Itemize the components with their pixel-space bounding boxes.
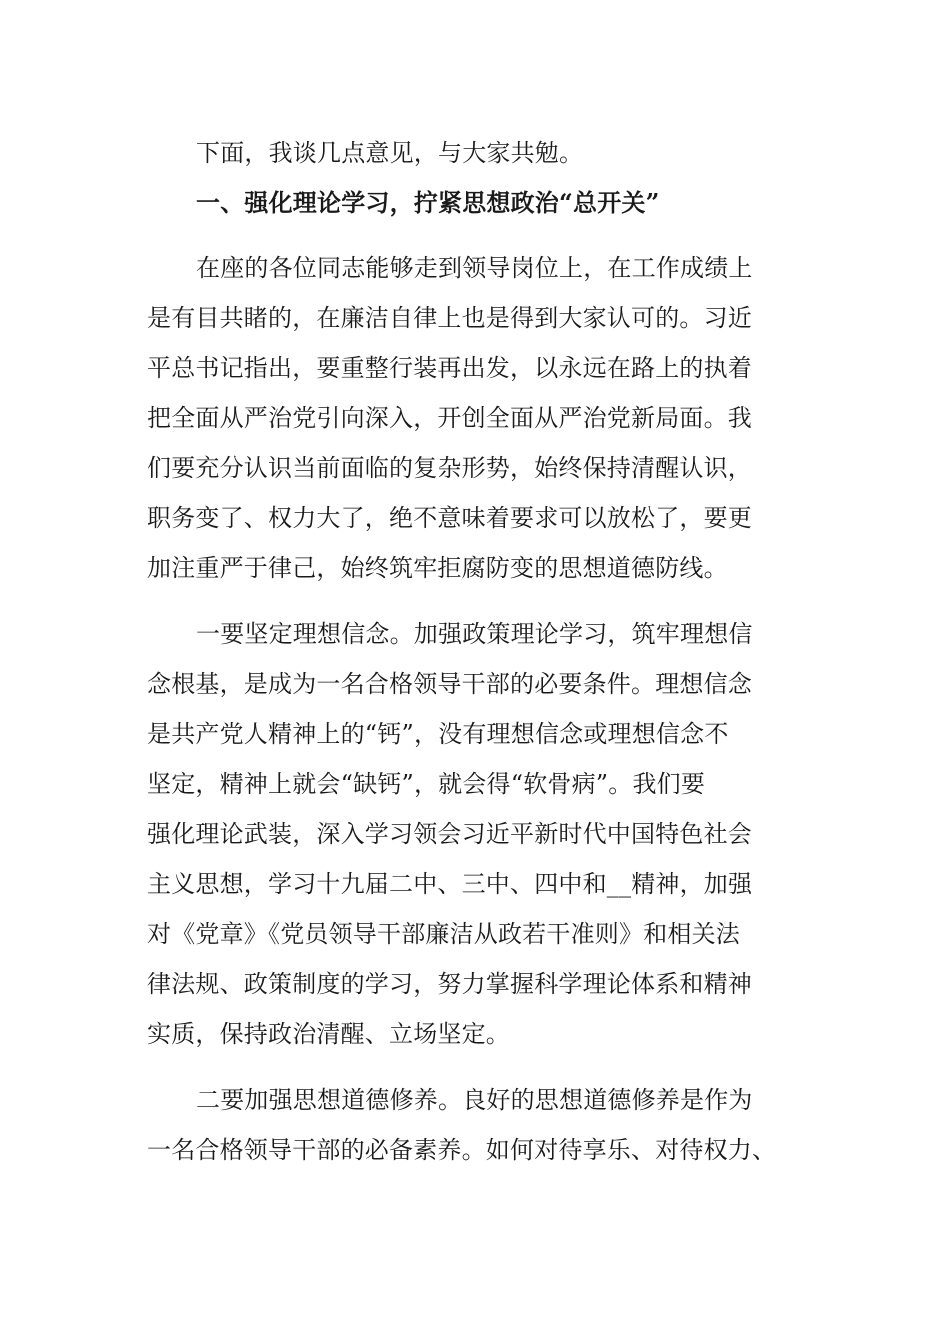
paragraph-line: 对《党章》《党员领导干部廉洁从政若干准则》和相关法 (147, 920, 740, 948)
paragraph-line: 职务变了、权力大了，绝不意味着要求可以放松了，要更 (147, 504, 752, 532)
paragraph-line: 念根基，是成为一名合格领导干部的必要条件。理想信念 (147, 670, 752, 698)
paragraph-line: 坚定，精神上就会“缺钙”，就会得“软骨病”。我们要 (147, 770, 706, 798)
paragraph-line: 是有目共睹的，在廉洁自律上也是得到大家认可的。习近 (147, 304, 752, 332)
paragraph-line: 实质，保持政治清醒、立场坚定。 (147, 1020, 510, 1048)
paragraph-line: 律法规、政策制度的学习，努力掌握科学理论体系和精神 (147, 970, 752, 998)
paragraph-line: 平总书记指出，要重整行装再出发，以永远在路上的执着 (147, 354, 752, 382)
intro-paragraph: 下面，我谈几点意见，与大家共勉。 (196, 139, 584, 167)
paragraph-line: 强化理论武装，深入学习领会习近平新时代中国特色社会 (147, 820, 752, 848)
paragraph-line: 一要坚定理想信念。加强政策理论学习，筑牢理想信 (196, 620, 753, 648)
paragraph-line: 是共产党人精神上的“钙”，没有理想信念或理想信念不 (147, 720, 729, 748)
paragraph-line: 主义思想，学习十九届二中、三中、四中和__精神，加强 (147, 870, 753, 898)
paragraph-line: 在座的各位同志能够走到领导岗位上，在工作成绩上 (196, 254, 753, 282)
paragraph-line: 二要加强思想道德修养。良好的思想道德修养是作为 (196, 1086, 753, 1114)
paragraph-line: 们要充分认识当前面临的复杂形势，始终保持清醒认识， (147, 454, 752, 482)
section-heading: 一、强化理论学习，拧紧思想政治“总开关” (196, 188, 660, 217)
paragraph-line: 加注重严于律己，始终筑牢拒腐防变的思想道德防线。 (147, 554, 728, 582)
paragraph-line: 把全面从严治党引向深入，开创全面从严治党新局面。我 (147, 404, 752, 432)
paragraph-line: 一名合格领导干部的必备素养。如何对待享乐、对待权力、 (147, 1136, 777, 1164)
